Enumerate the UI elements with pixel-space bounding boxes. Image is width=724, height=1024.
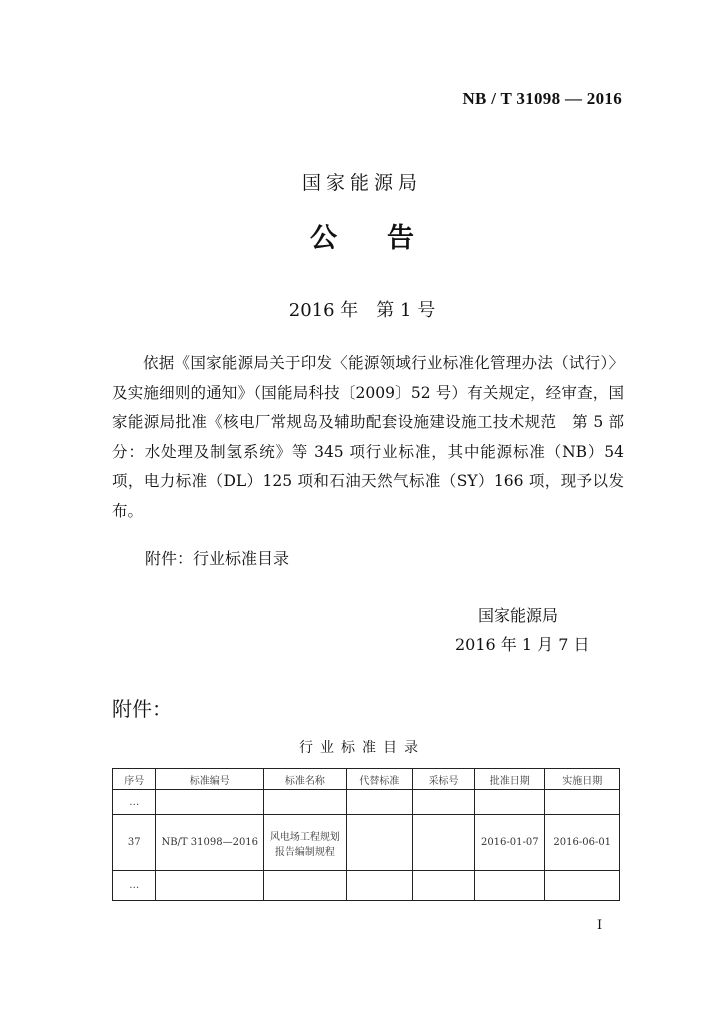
table-cell: 2016-01-07 [475,815,545,871]
table-cell: NB/T 31098—2016 [156,815,264,871]
signature-date: 2016 年 1 月 7 日 [455,635,590,654]
header-cell: 序号 [113,769,156,790]
table-cell: 风电场工程规划报告编制规程 [264,815,347,871]
table-cell: … [113,790,156,815]
table-cell [346,815,412,871]
table-cell [346,790,412,815]
announcement-title: 公告 [310,223,464,254]
table-cell [545,871,620,901]
table-header-row [113,769,620,790]
header-cell: 标准编号 [156,769,264,790]
table-cell [156,790,264,815]
header-cell: 采标号 [413,769,475,790]
announcement-body: 依据《国家能源局关于印发〈能源领域行业标准化管理办法（试行）〉及实施细则的通知》（国能局科技〔2009〕52 号）有关规定，经审查，国家能源局批准《核电厂常规岛及辅助配套设施建设施工技术规范 第 5 部分：水处理及制氢系统》等 345 项行业标准，其中能源标准（NB）54 项，电力标准（DL）125 项和石油天然气标准（SY）166 项，现予以发布。 [112,354,624,520]
table-cell [475,871,545,901]
header-cell: 标准名称 [264,769,347,790]
table-cell [475,790,545,815]
header-cell: 代替标准 [346,769,412,790]
standards-table [112,768,620,901]
table-cell [413,815,475,871]
attachment-line: 附件：行业标准目录 [145,549,290,568]
table-cell [156,871,264,901]
table-title: 行业标准目录 [299,740,425,756]
announcement-number: 2016 年 第 1 号 [288,300,436,321]
header-cell: 实施日期 [545,769,620,790]
table-cell [545,790,620,815]
header-cell: 批准日期 [475,769,545,790]
standard-code: NB / T 31098 — 2016 [462,89,622,108]
table-row [113,871,620,901]
table-cell: 37 [113,815,156,871]
attachment-heading: 附件： [112,697,172,721]
table-cell [264,871,347,901]
page-number: I [597,918,603,933]
table-cell: … [113,871,156,901]
table-cell [264,790,347,815]
signature-org: 国家能源局 [478,606,559,625]
table-row [113,815,620,871]
table-cell: 2016-06-01 [545,815,620,871]
table-cell [346,871,412,901]
table-row [113,790,620,815]
table-cell [413,790,475,815]
table-cell [413,871,475,901]
issuer-name: 国家能源局 [301,172,422,194]
